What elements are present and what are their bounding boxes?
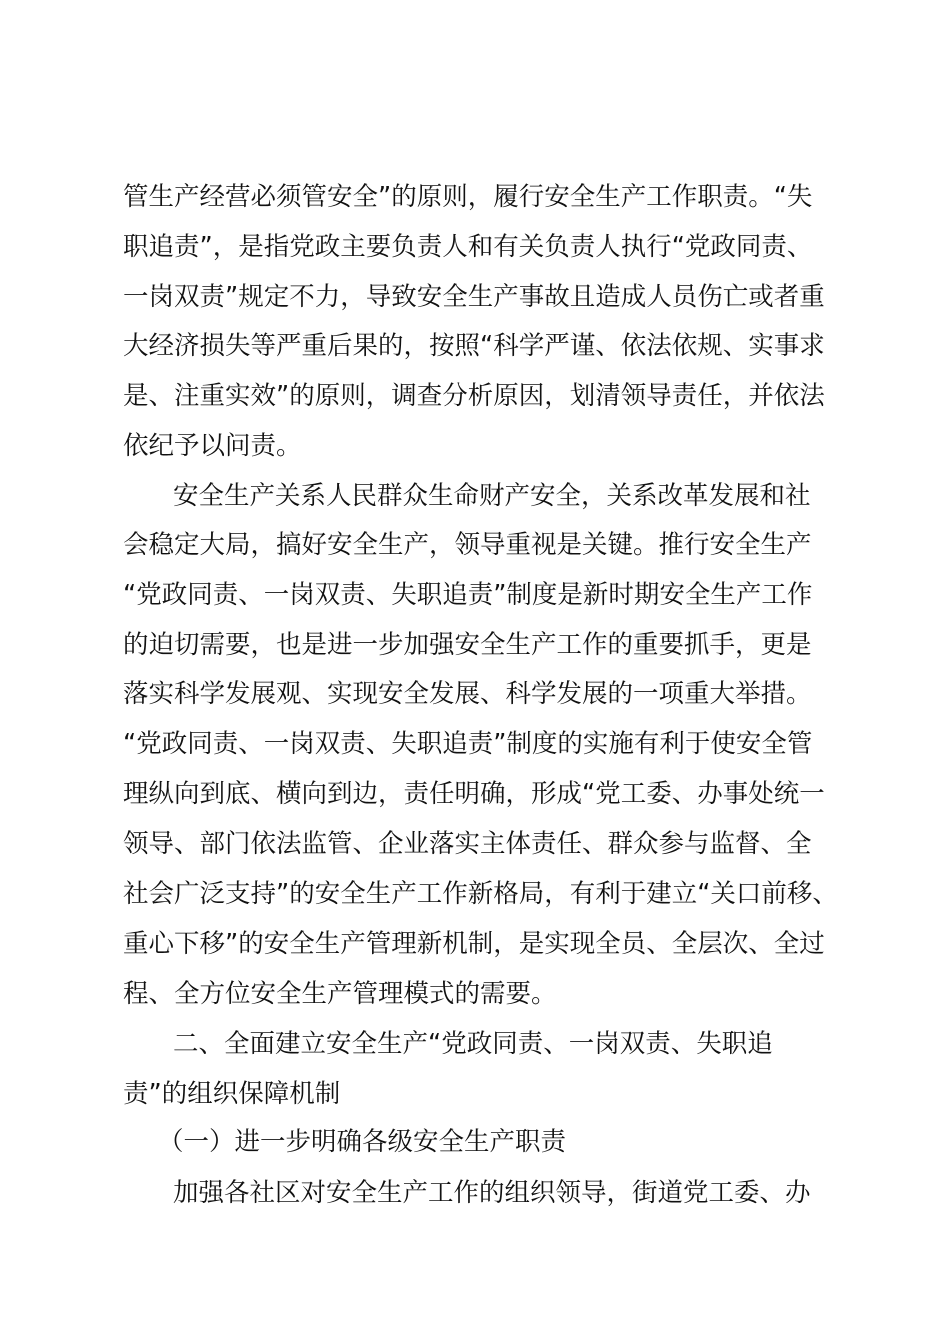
body-text-line: 的迫切需要，也是进一步加强安全生产工作的重要抓手，更是 [123,630,812,660]
body-text-line: 会稳定大局，搞好安全生产，领导重视是关键。推行安全生产 [123,530,812,560]
body-text-line: 领导、部门依法监管、企业落实主体责任、群众参与监督、全 [123,829,812,859]
section-heading: 二、全面建立安全生产“党政同责、一岗双责、失职追 [173,1029,773,1059]
body-text-line: 社会广泛支持”的安全生产工作新格局，有利于建立“关口前移、 [123,879,838,909]
body-text-line: “党政同责、一岗双责、失职追责”制度是新时期安全生产工作 [123,580,813,610]
paragraph-start-line: 安全生产关系人民群众生命财产安全，关系改革发展和社 [173,481,811,511]
body-text-line: 重心下移”的安全生产管理新机制，是实现全员、全层次、全过 [123,929,825,959]
body-text-line: 一岗双责”规定不力，导致安全生产事故且造成人员伤亡或者重 [123,282,825,312]
body-text-line: 落实科学发展观、实现安全发展、科学发展的一项重大举措。 [123,679,812,709]
body-text-line: 是、注重实效”的原则，调查分析原因，划清领导责任，并依法 [123,381,825,411]
body-text-line: 管生产经营必须管安全”的原则，履行安全生产工作职责。“失 [123,182,813,212]
subsection-heading: （一）进一步明确各级安全生产职责 [158,1127,567,1157]
body-text-line: “党政同责、一岗双责、失职追责”制度的实施有利于使安全管 [123,729,813,759]
body-text-line: 大经济损失等严重后果的，按照“科学严谨、依法依规、实事求 [123,331,825,361]
paragraph-start-line: 加强各社区对安全生产工作的组织领导，街道党工委、办 [173,1178,811,1208]
section-heading-continued: 责”的组织保障机制 [123,1079,341,1109]
body-text-line: 职追责”，是指党政主要负责人和有关负责人执行“党政同责、 [123,232,813,262]
body-text-line: 依纪予以问责。 [123,431,302,461]
body-text-line: 程、全方位安全生产管理模式的需要。 [123,979,557,1009]
body-text-line: 理纵向到底、横向到边，责任明确，形成“党工委、办事处统一 [123,779,825,809]
